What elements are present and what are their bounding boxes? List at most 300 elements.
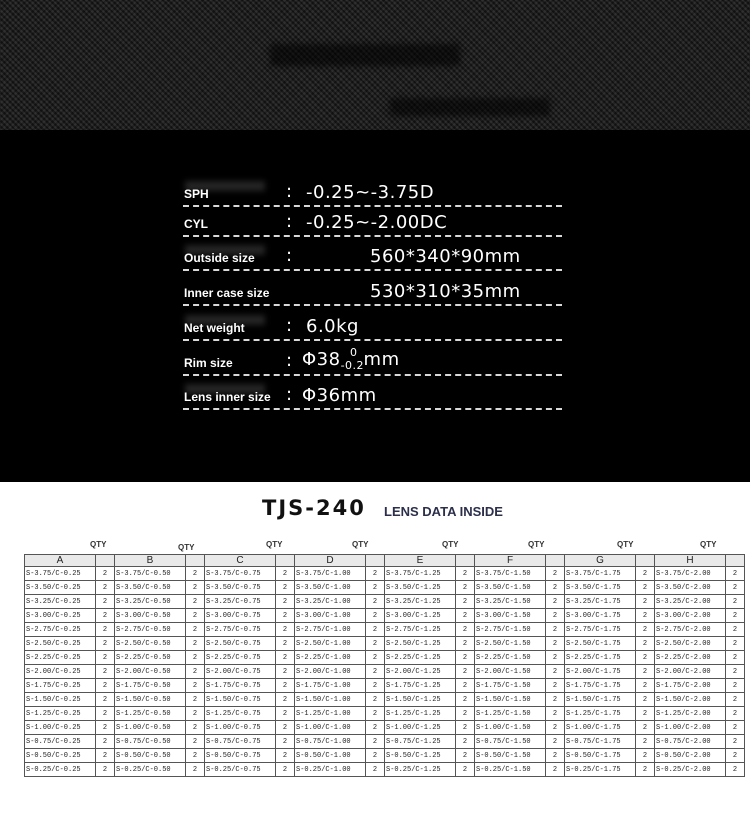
lens-code-cell: S-0.50/C-1.75	[565, 749, 636, 763]
table-row	[25, 735, 745, 749]
lens-code-cell: S-2.50/C-0.25	[25, 637, 96, 651]
lens-code-cell: S-0.25/C-1.50	[475, 763, 546, 777]
qty-cell: 2	[546, 595, 565, 609]
spec-colon: :	[286, 245, 293, 266]
qty-cell: 2	[96, 763, 115, 777]
qty-cell: 2	[186, 595, 205, 609]
qty-cell: 2	[186, 623, 205, 637]
qty-cell: 2	[276, 665, 295, 679]
qty-cell: 2	[636, 679, 655, 693]
qty-cell: 2	[456, 595, 475, 609]
dashed-divider	[183, 304, 562, 306]
dashed-divider	[183, 408, 562, 410]
qty-cell: 2	[366, 567, 385, 581]
qty-cell: 2	[366, 707, 385, 721]
qty-cell: 2	[726, 567, 745, 581]
lens-code-cell: S-2.75/C-1.50	[475, 623, 546, 637]
qty-cell: 2	[276, 623, 295, 637]
lens-code-cell: S-3.50/C-1.00	[295, 581, 366, 595]
qty-cell: 2	[96, 623, 115, 637]
qty-label: QTY	[90, 540, 107, 549]
lens-code-cell: S-0.50/C-0.75	[205, 749, 276, 763]
lens-code-cell: S-3.00/C-0.75	[205, 609, 276, 623]
qty-cell: 2	[276, 679, 295, 693]
lens-code-cell: S-2.50/C-2.00	[655, 637, 726, 651]
qty-cell: 2	[546, 609, 565, 623]
lens-code-cell: S-1.75/C-1.50	[475, 679, 546, 693]
qty-cell: 2	[186, 609, 205, 623]
qty-cell: 2	[726, 679, 745, 693]
lens-code-cell: S-1.25/C-1.75	[565, 707, 636, 721]
lens-code-cell: S-1.25/C-2.00	[655, 707, 726, 721]
table-row	[25, 623, 745, 637]
table-body	[25, 567, 745, 777]
lens-code-cell: S-3.75/C-1.50	[475, 567, 546, 581]
lens-code-cell: S-3.50/C-0.75	[205, 581, 276, 595]
qty-cell: 2	[456, 707, 475, 721]
lens-code-cell: S-2.00/C-0.25	[25, 665, 96, 679]
qty-cell: 2	[456, 637, 475, 651]
lens-code-cell: S-2.00/C-0.50	[115, 665, 186, 679]
spec-label: Rim size	[184, 356, 233, 370]
qty-cell: 2	[726, 609, 745, 623]
table-row	[25, 721, 745, 735]
lens-code-cell: S-2.25/C-0.25	[25, 651, 96, 665]
spec-label: CYL	[184, 217, 208, 231]
qty-cell: 2	[186, 693, 205, 707]
qty-cell: 2	[726, 595, 745, 609]
lens-code-cell: S-1.50/C-1.25	[385, 693, 456, 707]
table-row	[25, 637, 745, 651]
qty-cell: 2	[456, 735, 475, 749]
qty-cell: 2	[96, 637, 115, 651]
qty-cell: 2	[456, 679, 475, 693]
spec-value	[302, 346, 400, 372]
qty-cell: 2	[276, 651, 295, 665]
qty-cell: 2	[96, 693, 115, 707]
lens-code-cell: S-3.25/C-1.75	[565, 595, 636, 609]
lens-code-cell: S-1.00/C-1.00	[295, 721, 366, 735]
qty-cell: 2	[636, 567, 655, 581]
lens-code-cell: S-2.50/C-0.75	[205, 637, 276, 651]
lens-code-cell: S-3.75/C-0.50	[115, 567, 186, 581]
lens-code-cell: S-2.25/C-1.75	[565, 651, 636, 665]
lens-code-cell: S-1.50/C-1.50	[475, 693, 546, 707]
lens-code-cell: S-2.25/C-1.50	[475, 651, 546, 665]
lens-code-cell: S-2.25/C-2.00	[655, 651, 726, 665]
lens-code-cell: S-3.00/C-1.75	[565, 609, 636, 623]
spec-row-rim-size	[0, 342, 750, 372]
spec-row-cyl	[0, 203, 750, 233]
lens-code-cell: S-3.00/C-0.25	[25, 609, 96, 623]
qty-cell: 2	[276, 637, 295, 651]
qty-cell: 2	[636, 609, 655, 623]
qty-cell: 2	[636, 721, 655, 735]
qty-cell: 2	[366, 735, 385, 749]
column-header-f: F	[475, 555, 546, 567]
lens-code-cell: S-3.25/C-1.25	[385, 595, 456, 609]
spec-label: Lens inner size	[184, 390, 271, 404]
qty-cell: 2	[456, 567, 475, 581]
banner-blur-block	[270, 44, 460, 66]
lens-code-cell: S-0.25/C-1.25	[385, 763, 456, 777]
qty-label: QTY	[178, 543, 195, 552]
dashed-divider	[183, 339, 562, 341]
qty-cell: 2	[96, 609, 115, 623]
qty-cell: 2	[726, 651, 745, 665]
lens-code-cell: S-3.25/C-1.50	[475, 595, 546, 609]
table-row	[25, 581, 745, 595]
spec-colon: :	[286, 181, 293, 202]
lens-code-cell: S-1.00/C-0.75	[205, 721, 276, 735]
qty-cell: 2	[276, 567, 295, 581]
spec-row-net-weight	[0, 307, 750, 337]
dashed-divider	[183, 269, 562, 271]
lens-code-cell: S-1.75/C-1.25	[385, 679, 456, 693]
lens-code-cell: S-1.50/C-0.25	[25, 693, 96, 707]
qty-cell: 2	[366, 637, 385, 651]
lens-code-cell: S-0.50/C-1.00	[295, 749, 366, 763]
lens-code-cell: S-3.75/C-1.25	[385, 567, 456, 581]
column-header-d: D	[295, 555, 366, 567]
spec-value: -0.25~-3.75D	[306, 182, 435, 203]
spec-row-inner-case-size	[0, 272, 750, 302]
qty-cell: 2	[96, 581, 115, 595]
qty-cell: 2	[366, 623, 385, 637]
qty-label: QTY	[700, 540, 717, 549]
lens-code-cell: S-2.75/C-1.00	[295, 623, 366, 637]
lens-code-cell: S-2.25/C-0.50	[115, 651, 186, 665]
qty-column-header	[456, 555, 475, 567]
qty-cell: 2	[726, 735, 745, 749]
qty-cell: 2	[636, 763, 655, 777]
qty-cell: 2	[636, 623, 655, 637]
lens-code-cell: S-0.75/C-1.50	[475, 735, 546, 749]
qty-column-header	[366, 555, 385, 567]
qty-cell: 2	[546, 665, 565, 679]
spec-colon: :	[286, 315, 293, 336]
table-row	[25, 763, 745, 777]
lens-code-cell: S-3.25/C-0.75	[205, 595, 276, 609]
qty-cell: 2	[276, 707, 295, 721]
qty-cell: 2	[456, 665, 475, 679]
lens-code-cell: S-0.75/C-1.00	[295, 735, 366, 749]
qty-column-header	[276, 555, 295, 567]
lens-code-cell: S-2.75/C-0.75	[205, 623, 276, 637]
qty-cell: 2	[546, 581, 565, 595]
lens-code-cell: S-2.00/C-2.00	[655, 665, 726, 679]
lens-code-cell: S-1.50/C-1.00	[295, 693, 366, 707]
table-row	[25, 693, 745, 707]
qty-cell: 2	[186, 721, 205, 735]
qty-cell: 2	[546, 707, 565, 721]
qty-column-header	[636, 555, 655, 567]
column-header-g: G	[565, 555, 636, 567]
qty-cell: 2	[96, 707, 115, 721]
lens-code-cell: S-3.00/C-1.50	[475, 609, 546, 623]
lens-code-cell: S-3.50/C-2.00	[655, 581, 726, 595]
lens-code-cell: S-1.25/C-1.25	[385, 707, 456, 721]
lens-code-cell: S-2.75/C-1.25	[385, 623, 456, 637]
lens-code-cell: S-1.75/C-2.00	[655, 679, 726, 693]
qty-cell: 2	[366, 651, 385, 665]
lens-code-cell: S-1.75/C-1.75	[565, 679, 636, 693]
qty-cell: 2	[276, 595, 295, 609]
lens-code-cell: S-0.50/C-0.50	[115, 749, 186, 763]
qty-label: QTY	[442, 540, 459, 549]
rim-tolerance-lower: -0.2	[340, 359, 365, 372]
qty-cell: 2	[276, 609, 295, 623]
lens-data-title	[0, 492, 750, 524]
qty-cell: 2	[276, 581, 295, 595]
qty-cell: 2	[96, 567, 115, 581]
qty-cell: 2	[546, 735, 565, 749]
spec-label: SPH	[184, 187, 209, 201]
qty-cell: 2	[366, 609, 385, 623]
lens-code-cell: S-2.00/C-0.75	[205, 665, 276, 679]
qty-cell: 2	[636, 693, 655, 707]
lens-code-cell: S-3.75/C-1.75	[565, 567, 636, 581]
qty-cell: 2	[546, 637, 565, 651]
qty-cell: 2	[636, 665, 655, 679]
column-header-b: B	[115, 555, 186, 567]
lens-code-cell: S-0.50/C-2.00	[655, 749, 726, 763]
lens-code-cell: S-1.25/C-1.00	[295, 707, 366, 721]
lens-code-cell: S-1.00/C-2.00	[655, 721, 726, 735]
qty-cell: 2	[456, 693, 475, 707]
qty-cell: 2	[96, 595, 115, 609]
qty-cell: 2	[276, 735, 295, 749]
table-row	[25, 609, 745, 623]
lens-code-cell: S-2.00/C-1.25	[385, 665, 456, 679]
lens-code-cell: S-2.75/C-2.00	[655, 623, 726, 637]
lens-code-cell: S-3.25/C-0.25	[25, 595, 96, 609]
qty-cell: 2	[186, 567, 205, 581]
column-header-c: C	[205, 555, 276, 567]
qty-column-header	[726, 555, 745, 567]
qty-cell: 2	[636, 749, 655, 763]
qty-cell: 2	[366, 763, 385, 777]
qty-cell: 2	[546, 651, 565, 665]
spec-label: Inner case size	[184, 286, 270, 300]
qty-cell: 2	[636, 651, 655, 665]
lens-data-table	[24, 554, 745, 777]
column-header-e: E	[385, 555, 456, 567]
qty-cell: 2	[366, 749, 385, 763]
qty-cell: 2	[456, 651, 475, 665]
qty-cell: 2	[456, 721, 475, 735]
qty-cell: 2	[636, 637, 655, 651]
spec-label: Outside size	[184, 251, 255, 265]
qty-cell: 2	[366, 721, 385, 735]
lens-code-cell: S-2.50/C-1.00	[295, 637, 366, 651]
lens-code-cell: S-0.75/C-0.75	[205, 735, 276, 749]
lens-code-cell: S-3.75/C-0.25	[25, 567, 96, 581]
lens-code-cell: S-1.50/C-0.75	[205, 693, 276, 707]
lens-code-cell: S-2.25/C-1.00	[295, 651, 366, 665]
spec-colon: :	[286, 350, 293, 371]
table-row	[25, 707, 745, 721]
lens-code-cell: S-2.75/C-0.50	[115, 623, 186, 637]
qty-cell: 2	[276, 721, 295, 735]
qty-column-header	[186, 555, 205, 567]
qty-cell: 2	[456, 609, 475, 623]
lens-code-cell: S-2.25/C-1.25	[385, 651, 456, 665]
lens-code-cell: S-3.25/C-0.50	[115, 595, 186, 609]
lens-code-cell: S-2.75/C-0.25	[25, 623, 96, 637]
qty-label: QTY	[617, 540, 634, 549]
lens-code-cell: S-0.75/C-0.50	[115, 735, 186, 749]
spec-value: 6.0kg	[306, 316, 359, 337]
lens-code-cell: S-2.50/C-1.50	[475, 637, 546, 651]
model-name: TJS-240	[262, 496, 366, 520]
qty-cell: 2	[546, 749, 565, 763]
qty-cell: 2	[456, 581, 475, 595]
column-header-h: H	[655, 555, 726, 567]
lens-code-cell: S-1.25/C-1.50	[475, 707, 546, 721]
qty-label: QTY	[352, 540, 369, 549]
qty-column-header	[546, 555, 565, 567]
table-row	[25, 665, 745, 679]
qty-cell: 2	[726, 707, 745, 721]
spec-row-lens-inner-size	[0, 376, 750, 406]
qty-cell: 2	[726, 763, 745, 777]
rim-value-unit: mm	[363, 349, 400, 370]
lens-code-cell: S-2.75/C-1.75	[565, 623, 636, 637]
qty-cell: 2	[276, 749, 295, 763]
lens-code-cell: S-1.75/C-0.50	[115, 679, 186, 693]
qty-column-header	[96, 555, 115, 567]
lens-code-cell: S-3.75/C-0.75	[205, 567, 276, 581]
qty-cell: 2	[96, 665, 115, 679]
qty-label: QTY	[528, 540, 545, 549]
spec-label: Net weight	[184, 321, 245, 335]
lens-code-cell: S-2.00/C-1.75	[565, 665, 636, 679]
qty-cell: 2	[96, 651, 115, 665]
lens-code-cell: S-3.75/C-2.00	[655, 567, 726, 581]
lens-code-cell: S-0.75/C-1.75	[565, 735, 636, 749]
lens-code-cell: S-0.25/C-0.50	[115, 763, 186, 777]
spec-row-sph	[0, 173, 750, 203]
qty-cell: 2	[726, 693, 745, 707]
lens-code-cell: S-1.00/C-1.25	[385, 721, 456, 735]
lens-code-cell: S-1.00/C-1.75	[565, 721, 636, 735]
qty-cell: 2	[726, 581, 745, 595]
lens-data-table-wrap	[24, 554, 745, 777]
spec-colon: :	[286, 384, 293, 405]
rim-value-main: Φ38	[302, 349, 341, 370]
lens-code-cell: S-2.25/C-0.75	[205, 651, 276, 665]
qty-cell: 2	[186, 651, 205, 665]
lens-code-cell: S-0.25/C-0.25	[25, 763, 96, 777]
qty-label: QTY	[266, 540, 283, 549]
qty-cell: 2	[366, 581, 385, 595]
lens-code-cell: S-1.50/C-2.00	[655, 693, 726, 707]
qty-cell: 2	[546, 721, 565, 735]
lens-code-cell: S-0.25/C-2.00	[655, 763, 726, 777]
qty-cell: 2	[186, 735, 205, 749]
lens-code-cell: S-1.00/C-1.50	[475, 721, 546, 735]
qty-cell: 2	[726, 749, 745, 763]
lens-code-cell: S-0.50/C-0.25	[25, 749, 96, 763]
table-row	[25, 679, 745, 693]
lens-code-cell: S-3.00/C-1.00	[295, 609, 366, 623]
lens-code-cell: S-1.75/C-0.25	[25, 679, 96, 693]
lens-code-cell: S-3.50/C-1.50	[475, 581, 546, 595]
table-row	[25, 749, 745, 763]
qty-cell: 2	[636, 707, 655, 721]
lens-code-cell: S-3.50/C-1.25	[385, 581, 456, 595]
qty-cell: 2	[186, 581, 205, 595]
qty-cell: 2	[186, 665, 205, 679]
lens-code-cell: S-2.50/C-0.50	[115, 637, 186, 651]
spec-value: Φ36mm	[302, 385, 377, 406]
lens-code-cell: S-1.25/C-0.50	[115, 707, 186, 721]
lens-code-cell: S-3.25/C-1.00	[295, 595, 366, 609]
lens-code-cell: S-3.50/C-0.25	[25, 581, 96, 595]
spec-colon: :	[286, 211, 293, 232]
lens-code-cell: S-0.75/C-2.00	[655, 735, 726, 749]
spec-value: 530*310*35mm	[370, 281, 521, 302]
lens-code-cell: S-0.75/C-0.25	[25, 735, 96, 749]
lens-code-cell: S-3.00/C-1.25	[385, 609, 456, 623]
spec-row-outside-size	[0, 237, 750, 267]
qty-cell: 2	[726, 665, 745, 679]
qty-cell: 2	[96, 735, 115, 749]
qty-cell: 2	[96, 749, 115, 763]
lens-code-cell: S-1.25/C-0.25	[25, 707, 96, 721]
column-header-a: A	[25, 555, 96, 567]
lens-code-cell: S-1.50/C-0.50	[115, 693, 186, 707]
qty-cell: 2	[186, 763, 205, 777]
qty-cell: 2	[456, 749, 475, 763]
table-row	[25, 595, 745, 609]
lens-code-cell: S-2.50/C-1.75	[565, 637, 636, 651]
qty-cell: 2	[366, 679, 385, 693]
qty-cell: 2	[186, 749, 205, 763]
qty-cell: 2	[546, 763, 565, 777]
lens-code-cell: S-3.50/C-1.75	[565, 581, 636, 595]
lens-data-subtitle: LENS DATA INSIDE	[384, 504, 503, 519]
qty-cell: 2	[636, 595, 655, 609]
qty-cell: 2	[366, 665, 385, 679]
rim-tolerance-upper: 0	[350, 346, 358, 359]
qty-cell: 2	[726, 637, 745, 651]
qty-cell: 2	[636, 581, 655, 595]
banner-blur-block	[390, 98, 550, 116]
qty-cell: 2	[276, 763, 295, 777]
lens-code-cell: S-0.50/C-1.25	[385, 749, 456, 763]
qty-cell: 2	[366, 595, 385, 609]
lens-code-cell: S-3.00/C-2.00	[655, 609, 726, 623]
lens-code-cell: S-0.25/C-1.75	[565, 763, 636, 777]
qty-cell: 2	[186, 637, 205, 651]
qty-cell: 2	[546, 693, 565, 707]
lens-code-cell: S-0.75/C-1.25	[385, 735, 456, 749]
lens-code-cell: S-0.25/C-1.00	[295, 763, 366, 777]
lens-code-cell: S-1.00/C-0.25	[25, 721, 96, 735]
qty-cell: 2	[546, 567, 565, 581]
qty-cell: 2	[96, 721, 115, 735]
table-row	[25, 567, 745, 581]
lens-code-cell: S-2.50/C-1.25	[385, 637, 456, 651]
lens-code-cell: S-0.25/C-0.75	[205, 763, 276, 777]
qty-cell: 2	[186, 679, 205, 693]
table-header-row	[25, 555, 745, 567]
qty-cell: 2	[726, 721, 745, 735]
lens-code-cell: S-1.00/C-0.50	[115, 721, 186, 735]
qty-cell: 2	[456, 763, 475, 777]
